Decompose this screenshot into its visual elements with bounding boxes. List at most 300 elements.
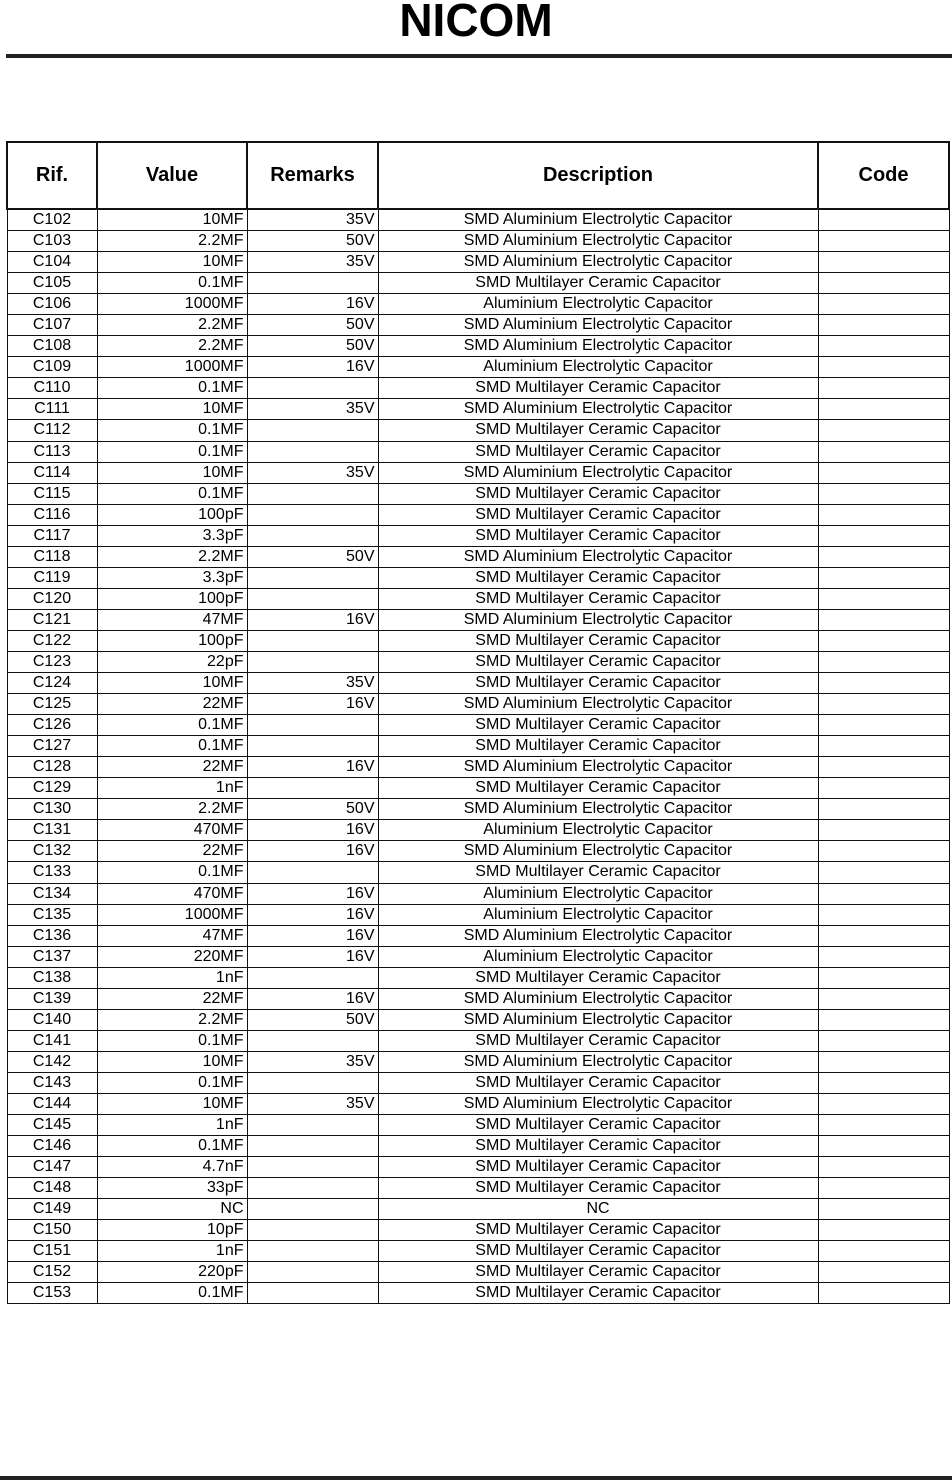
cell-remarks: 50V: [247, 336, 378, 357]
cell-code: [818, 420, 949, 441]
table-row: [7, 209, 949, 231]
cell-value: 0.1MF: [97, 1030, 247, 1051]
cell-code: [818, 841, 949, 862]
cell-remarks: 16V: [247, 904, 378, 925]
table-row: [7, 883, 949, 904]
components-table: [6, 141, 950, 1304]
cell-code: [818, 378, 949, 399]
cell-code: [818, 273, 949, 294]
cell-code: [818, 694, 949, 715]
cell-description: SMD Aluminium Electrolytic Capacitor: [378, 1009, 818, 1030]
cell-code: [818, 315, 949, 336]
cell-value: 100pF: [97, 588, 247, 609]
cell-rif: C119: [7, 567, 97, 588]
cell-rif: C136: [7, 925, 97, 946]
cell-description: SMD Multilayer Ceramic Capacitor: [378, 567, 818, 588]
table-body: [7, 209, 949, 1304]
table-row: [7, 378, 949, 399]
cell-description: Aluminium Electrolytic Capacitor: [378, 294, 818, 315]
cell-description: SMD Aluminium Electrolytic Capacitor: [378, 252, 818, 273]
table-row: [7, 336, 949, 357]
column-header-value: Value: [97, 142, 247, 209]
cell-value: 33pF: [97, 1178, 247, 1199]
cell-description: SMD Multilayer Ceramic Capacitor: [378, 1157, 818, 1178]
cell-code: [818, 483, 949, 504]
cell-description: SMD Multilayer Ceramic Capacitor: [378, 862, 818, 883]
cell-remarks: 35V: [247, 673, 378, 694]
cell-description: Aluminium Electrolytic Capacitor: [378, 357, 818, 378]
cell-description: Aluminium Electrolytic Capacitor: [378, 820, 818, 841]
cell-rif: C129: [7, 778, 97, 799]
cell-description: SMD Aluminium Electrolytic Capacitor: [378, 315, 818, 336]
cell-value: 4.7nF: [97, 1157, 247, 1178]
cell-description: SMD Multilayer Ceramic Capacitor: [378, 1030, 818, 1051]
cell-rif: C122: [7, 630, 97, 651]
column-header-rif: Rif.: [7, 142, 97, 209]
cell-value: 0.1MF: [97, 483, 247, 504]
cell-value: 1000MF: [97, 357, 247, 378]
cell-description: Aluminium Electrolytic Capacitor: [378, 946, 818, 967]
table-row: [7, 925, 949, 946]
cell-code: [818, 546, 949, 567]
cell-rif: C130: [7, 799, 97, 820]
table-row: [7, 252, 949, 273]
cell-code: [818, 588, 949, 609]
cell-code: [818, 294, 949, 315]
cell-value: 22MF: [97, 757, 247, 778]
cell-description: SMD Multilayer Ceramic Capacitor: [378, 378, 818, 399]
cell-description: SMD Multilayer Ceramic Capacitor: [378, 525, 818, 546]
cell-rif: C142: [7, 1051, 97, 1072]
cell-remarks: [247, 441, 378, 462]
cell-remarks: [247, 1220, 378, 1241]
cell-code: [818, 1199, 949, 1220]
cell-rif: C143: [7, 1072, 97, 1093]
table-row: [7, 441, 949, 462]
cell-code: [818, 967, 949, 988]
cell-description: NC: [378, 1199, 818, 1220]
cell-code: [818, 336, 949, 357]
cell-value: 0.1MF: [97, 378, 247, 399]
table-row: [7, 1178, 949, 1199]
cell-description: SMD Aluminium Electrolytic Capacitor: [378, 1093, 818, 1114]
table-row: [7, 1072, 949, 1093]
cell-code: [818, 609, 949, 630]
table-row: [7, 1136, 949, 1157]
cell-remarks: [247, 1262, 378, 1283]
cell-value: 0.1MF: [97, 715, 247, 736]
header-divider: [6, 54, 952, 58]
cell-rif: C146: [7, 1136, 97, 1157]
table-row: [7, 673, 949, 694]
column-header-code: Code: [818, 142, 949, 209]
cell-code: [818, 1072, 949, 1093]
cell-code: [818, 1136, 949, 1157]
cell-description: SMD Aluminium Electrolytic Capacitor: [378, 546, 818, 567]
cell-remarks: 16V: [247, 294, 378, 315]
cell-code: [818, 904, 949, 925]
cell-code: [818, 1220, 949, 1241]
cell-rif: C145: [7, 1115, 97, 1136]
cell-value: 2.2MF: [97, 231, 247, 252]
cell-value: 3.3pF: [97, 525, 247, 546]
cell-remarks: [247, 630, 378, 651]
cell-code: [818, 988, 949, 1009]
table-row: [7, 231, 949, 252]
cell-value: 0.1MF: [97, 1136, 247, 1157]
table-row: [7, 357, 949, 378]
cell-code: [818, 736, 949, 757]
cell-code: [818, 1178, 949, 1199]
table-row: [7, 525, 949, 546]
cell-remarks: 50V: [247, 1009, 378, 1030]
cell-description: SMD Aluminium Electrolytic Capacitor: [378, 209, 818, 231]
cell-value: 220pF: [97, 1262, 247, 1283]
cell-code: [818, 1030, 949, 1051]
cell-remarks: [247, 1030, 378, 1051]
cell-value: 1000MF: [97, 294, 247, 315]
column-header-description: Description: [378, 142, 818, 209]
cell-remarks: 16V: [247, 925, 378, 946]
cell-code: [818, 1115, 949, 1136]
cell-rif: C149: [7, 1199, 97, 1220]
table-row: [7, 1030, 949, 1051]
cell-rif: C105: [7, 273, 97, 294]
cell-description: SMD Multilayer Ceramic Capacitor: [378, 651, 818, 672]
cell-rif: C114: [7, 462, 97, 483]
cell-rif: C152: [7, 1262, 97, 1283]
cell-value: 2.2MF: [97, 1009, 247, 1030]
cell-remarks: [247, 378, 378, 399]
table-row: [7, 504, 949, 525]
table-row: [7, 862, 949, 883]
cell-value: 10MF: [97, 462, 247, 483]
cell-remarks: 35V: [247, 1051, 378, 1072]
cell-rif: C127: [7, 736, 97, 757]
cell-remarks: [247, 420, 378, 441]
table-row: [7, 462, 949, 483]
cell-remarks: 16V: [247, 946, 378, 967]
cell-remarks: [247, 1241, 378, 1262]
cell-value: 10MF: [97, 1093, 247, 1114]
cell-description: SMD Aluminium Electrolytic Capacitor: [378, 1051, 818, 1072]
cell-code: [818, 1283, 949, 1304]
cell-value: 0.1MF: [97, 420, 247, 441]
cell-remarks: [247, 1136, 378, 1157]
cell-rif: C137: [7, 946, 97, 967]
cell-description: SMD Multilayer Ceramic Capacitor: [378, 673, 818, 694]
cell-description: SMD Multilayer Ceramic Capacitor: [378, 1072, 818, 1093]
cell-code: [818, 946, 949, 967]
cell-code: [818, 441, 949, 462]
cell-remarks: 50V: [247, 315, 378, 336]
cell-description: SMD Multilayer Ceramic Capacitor: [378, 967, 818, 988]
cell-remarks: 50V: [247, 799, 378, 820]
table-row: [7, 1115, 949, 1136]
cell-value: 0.1MF: [97, 441, 247, 462]
table-row: [7, 694, 949, 715]
cell-description: SMD Multilayer Ceramic Capacitor: [378, 1241, 818, 1262]
cell-description: SMD Multilayer Ceramic Capacitor: [378, 736, 818, 757]
table-row: [7, 567, 949, 588]
cell-description: SMD Aluminium Electrolytic Capacitor: [378, 841, 818, 862]
cell-rif: C133: [7, 862, 97, 883]
cell-rif: C153: [7, 1283, 97, 1304]
cell-code: [818, 1262, 949, 1283]
cell-value: 1nF: [97, 967, 247, 988]
cell-description: SMD Aluminium Electrolytic Capacitor: [378, 336, 818, 357]
cell-value: 10MF: [97, 1051, 247, 1072]
cell-rif: C116: [7, 504, 97, 525]
table-row: [7, 651, 949, 672]
cell-rif: C111: [7, 399, 97, 420]
cell-remarks: 16V: [247, 757, 378, 778]
cell-code: [818, 399, 949, 420]
cell-description: SMD Multilayer Ceramic Capacitor: [378, 420, 818, 441]
cell-rif: C150: [7, 1220, 97, 1241]
cell-rif: C123: [7, 651, 97, 672]
cell-remarks: [247, 778, 378, 799]
cell-description: SMD Aluminium Electrolytic Capacitor: [378, 462, 818, 483]
cell-remarks: [247, 525, 378, 546]
table-row: [7, 799, 949, 820]
cell-rif: C138: [7, 967, 97, 988]
table-row: [7, 841, 949, 862]
table-row: [7, 1093, 949, 1114]
cell-code: [818, 252, 949, 273]
cell-remarks: 16V: [247, 883, 378, 904]
cell-value: 22pF: [97, 651, 247, 672]
cell-value: 0.1MF: [97, 862, 247, 883]
cell-rif: C107: [7, 315, 97, 336]
table-row: [7, 988, 949, 1009]
cell-description: SMD Multilayer Ceramic Capacitor: [378, 441, 818, 462]
table-row: [7, 1241, 949, 1262]
cell-rif: C104: [7, 252, 97, 273]
cell-value: 22MF: [97, 841, 247, 862]
cell-code: [818, 1157, 949, 1178]
table-row: [7, 1283, 949, 1304]
cell-rif: C148: [7, 1178, 97, 1199]
table-row: [7, 757, 949, 778]
cell-code: [818, 462, 949, 483]
cell-rif: C144: [7, 1093, 97, 1114]
cell-rif: C109: [7, 357, 97, 378]
cell-value: 0.1MF: [97, 1072, 247, 1093]
cell-description: SMD Aluminium Electrolytic Capacitor: [378, 399, 818, 420]
cell-remarks: [247, 1157, 378, 1178]
cell-code: [818, 1009, 949, 1030]
cell-description: SMD Multilayer Ceramic Capacitor: [378, 588, 818, 609]
brand-title: NICOM: [399, 0, 553, 46]
cell-code: [818, 757, 949, 778]
cell-value: 3.3pF: [97, 567, 247, 588]
cell-value: 0.1MF: [97, 273, 247, 294]
cell-value: 100pF: [97, 630, 247, 651]
cell-value: 470MF: [97, 883, 247, 904]
cell-rif: C102: [7, 209, 97, 231]
cell-description: SMD Aluminium Electrolytic Capacitor: [378, 925, 818, 946]
cell-remarks: 50V: [247, 546, 378, 567]
table-row: [7, 273, 949, 294]
cell-value: 10MF: [97, 252, 247, 273]
cell-rif: C139: [7, 988, 97, 1009]
cell-remarks: 35V: [247, 1093, 378, 1114]
table-row: [7, 294, 949, 315]
table-row: [7, 1220, 949, 1241]
cell-description: SMD Multilayer Ceramic Capacitor: [378, 1262, 818, 1283]
cell-remarks: [247, 567, 378, 588]
cell-value: 10MF: [97, 209, 247, 231]
cell-code: [818, 504, 949, 525]
cell-value: 1nF: [97, 1241, 247, 1262]
cell-value: 47MF: [97, 925, 247, 946]
cell-rif: C108: [7, 336, 97, 357]
cell-value: 2.2MF: [97, 315, 247, 336]
cell-description: SMD Multilayer Ceramic Capacitor: [378, 1283, 818, 1304]
table-row: [7, 420, 949, 441]
cell-rif: C112: [7, 420, 97, 441]
cell-value: 22MF: [97, 694, 247, 715]
cell-remarks: [247, 862, 378, 883]
cell-description: SMD Multilayer Ceramic Capacitor: [378, 1136, 818, 1157]
cell-description: SMD Multilayer Ceramic Capacitor: [378, 504, 818, 525]
table-header-row: [7, 142, 949, 209]
cell-description: SMD Multilayer Ceramic Capacitor: [378, 1178, 818, 1199]
cell-description: SMD Multilayer Ceramic Capacitor: [378, 1115, 818, 1136]
cell-remarks: [247, 1283, 378, 1304]
cell-remarks: [247, 504, 378, 525]
cell-description: SMD Multilayer Ceramic Capacitor: [378, 483, 818, 504]
cell-value: 10MF: [97, 399, 247, 420]
table-row: [7, 546, 949, 567]
table-row: [7, 967, 949, 988]
cell-value: 2.2MF: [97, 546, 247, 567]
cell-rif: C113: [7, 441, 97, 462]
cell-value: 1000MF: [97, 904, 247, 925]
table-row: [7, 588, 949, 609]
cell-rif: C115: [7, 483, 97, 504]
cell-code: [818, 799, 949, 820]
table-row: [7, 1157, 949, 1178]
cell-rif: C128: [7, 757, 97, 778]
footer-divider: [0, 1476, 952, 1480]
cell-description: SMD Multilayer Ceramic Capacitor: [378, 715, 818, 736]
cell-rif: C117: [7, 525, 97, 546]
table-row: [7, 483, 949, 504]
cell-remarks: 35V: [247, 399, 378, 420]
table-row: [7, 1051, 949, 1072]
cell-rif: C151: [7, 1241, 97, 1262]
cell-code: [818, 673, 949, 694]
cell-remarks: [247, 1178, 378, 1199]
cell-description: SMD Aluminium Electrolytic Capacitor: [378, 988, 818, 1009]
table-row: [7, 399, 949, 420]
table-row: [7, 778, 949, 799]
cell-code: [818, 1241, 949, 1262]
table-row: [7, 736, 949, 757]
cell-remarks: 16V: [247, 694, 378, 715]
cell-value: 1nF: [97, 1115, 247, 1136]
cell-rif: C103: [7, 231, 97, 252]
cell-rif: C121: [7, 609, 97, 630]
cell-remarks: 35V: [247, 209, 378, 231]
table-row: [7, 820, 949, 841]
cell-value: 47MF: [97, 609, 247, 630]
cell-description: SMD Aluminium Electrolytic Capacitor: [378, 231, 818, 252]
cell-remarks: [247, 1072, 378, 1093]
cell-value: 10pF: [97, 1220, 247, 1241]
cell-code: [818, 1051, 949, 1072]
cell-description: SMD Aluminium Electrolytic Capacitor: [378, 694, 818, 715]
cell-remarks: 16V: [247, 988, 378, 1009]
cell-rif: C147: [7, 1157, 97, 1178]
cell-remarks: [247, 715, 378, 736]
cell-remarks: [247, 1115, 378, 1136]
cell-rif: C118: [7, 546, 97, 567]
cell-code: [818, 231, 949, 252]
cell-value: 100pF: [97, 504, 247, 525]
cell-remarks: 35V: [247, 462, 378, 483]
cell-remarks: [247, 736, 378, 757]
cell-remarks: [247, 967, 378, 988]
cell-rif: C110: [7, 378, 97, 399]
cell-rif: C124: [7, 673, 97, 694]
cell-value: NC: [97, 1199, 247, 1220]
cell-code: [818, 209, 949, 231]
column-header-remarks: Remarks: [247, 142, 378, 209]
table-row: [7, 1009, 949, 1030]
cell-remarks: [247, 588, 378, 609]
cell-remarks: [247, 1199, 378, 1220]
cell-remarks: 35V: [247, 252, 378, 273]
cell-code: [818, 925, 949, 946]
cell-rif: C131: [7, 820, 97, 841]
cell-remarks: [247, 483, 378, 504]
cell-rif: C141: [7, 1030, 97, 1051]
table-row: [7, 1199, 949, 1220]
cell-description: SMD Multilayer Ceramic Capacitor: [378, 1220, 818, 1241]
cell-rif: C132: [7, 841, 97, 862]
cell-code: [818, 1093, 949, 1114]
cell-remarks: 16V: [247, 820, 378, 841]
cell-code: [818, 883, 949, 904]
cell-description: SMD Multilayer Ceramic Capacitor: [378, 273, 818, 294]
cell-rif: C126: [7, 715, 97, 736]
table-row: [7, 1262, 949, 1283]
cell-description: SMD Multilayer Ceramic Capacitor: [378, 778, 818, 799]
cell-code: [818, 862, 949, 883]
table-row: [7, 315, 949, 336]
cell-code: [818, 778, 949, 799]
cell-remarks: [247, 273, 378, 294]
cell-value: 0.1MF: [97, 736, 247, 757]
cell-rif: C106: [7, 294, 97, 315]
cell-value: 2.2MF: [97, 336, 247, 357]
table-row: [7, 904, 949, 925]
cell-code: [818, 630, 949, 651]
cell-value: 220MF: [97, 946, 247, 967]
cell-value: 0.1MF: [97, 1283, 247, 1304]
cell-remarks: 16V: [247, 609, 378, 630]
cell-value: 1nF: [97, 778, 247, 799]
cell-value: 10MF: [97, 673, 247, 694]
cell-rif: C140: [7, 1009, 97, 1030]
table-row: [7, 715, 949, 736]
cell-code: [818, 525, 949, 546]
cell-value: 470MF: [97, 820, 247, 841]
cell-description: SMD Aluminium Electrolytic Capacitor: [378, 757, 818, 778]
